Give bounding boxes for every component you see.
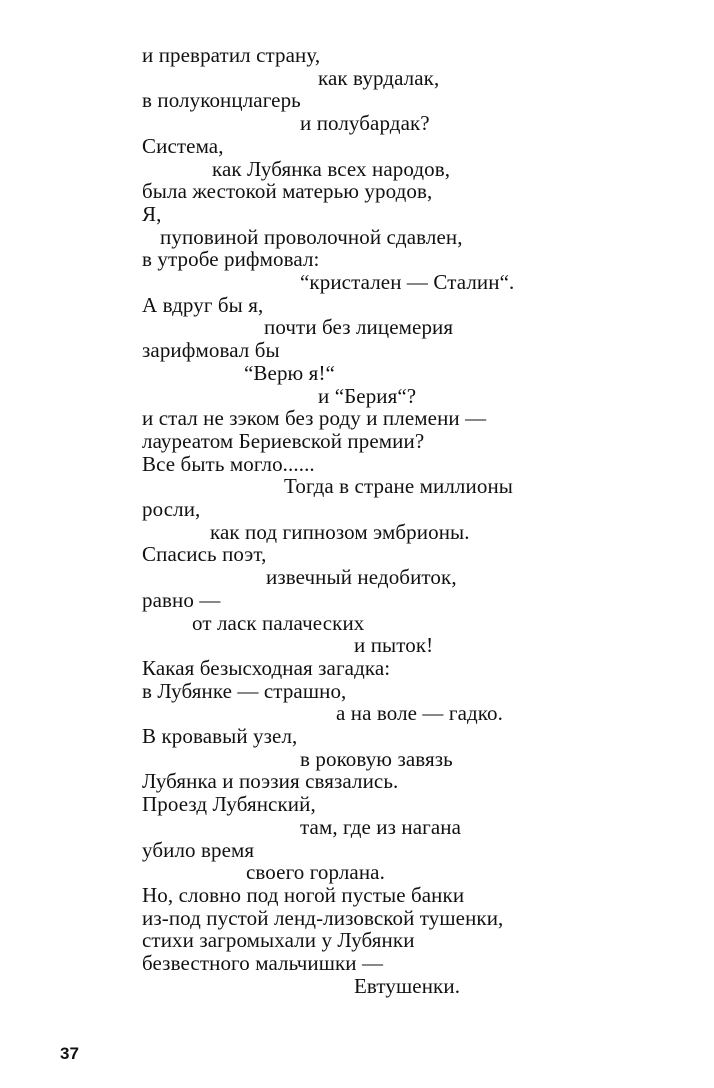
poem-line: там, где из нагана xyxy=(300,814,462,839)
poem-line: а на воле — гадко. xyxy=(336,701,503,726)
poem-line: В кровавый узел, xyxy=(142,724,298,748)
poem-line: своего горлана. xyxy=(246,860,385,885)
poem-line: и пыток! xyxy=(354,633,434,658)
poem-line: “Верю я!“ xyxy=(244,360,335,385)
poem-line: из-под пустой ленд-лизовской тушенки, xyxy=(142,905,504,930)
poem-line: А вдруг бы я, xyxy=(142,292,264,317)
page-number: 37 xyxy=(60,1044,79,1063)
poem-line: в утробе рифмовал: xyxy=(142,247,320,272)
poem-line: Евтушенки. xyxy=(354,973,461,998)
poem-line: Лубянка и поэзия связались. xyxy=(142,769,399,794)
poem-line: Но, словно под ногой пустые банки xyxy=(142,882,465,907)
poem-line: “кристален — Сталин“. xyxy=(300,270,515,294)
poem-line: Все быть могло...... xyxy=(142,451,315,476)
poem-line: убило время xyxy=(142,837,255,862)
poem-line: Спасись поэт, xyxy=(142,542,267,567)
poem-line: извечный недобиток, xyxy=(266,565,457,590)
poem-line: и превратил страну, xyxy=(142,43,321,67)
poem-line: и стал не зэком без роду и племени — xyxy=(142,406,487,431)
poem-line: как под гипнозом эмбрионы. xyxy=(210,519,470,544)
poem-line: была жестокой матерью уродов, xyxy=(142,179,433,204)
poem-line: Какая безысходная загадка: xyxy=(142,655,391,680)
poem-line: Тогда в стране миллионы xyxy=(284,474,513,499)
poem-line: как вурдалак, xyxy=(318,65,440,90)
poem-line: и “Берия“? xyxy=(318,383,417,408)
poem-line: Я, xyxy=(142,201,162,226)
poem-line: лауреатом Бериевской премии? xyxy=(142,428,425,453)
poem-line: Проезд Лубянский, xyxy=(142,792,316,817)
poem-line: росли, xyxy=(142,497,201,521)
poem-line: Система, xyxy=(142,133,224,158)
poem-line: в роковую завязь xyxy=(300,746,453,771)
poem-line: пуповиной проволочной сдавлен, xyxy=(160,224,463,249)
poem-line: равно — xyxy=(142,587,221,612)
poem-line: и полубардак? xyxy=(300,111,430,136)
poem-line: в полуконцлагерь xyxy=(142,88,301,113)
poem-line: стихи загромыхали у Лубянки xyxy=(142,928,415,953)
poem-line: от ласк палаческих xyxy=(192,610,365,635)
poem-line: зарифмовал бы xyxy=(142,338,280,363)
poem-line: безвестного мальчишки — xyxy=(142,951,384,975)
poem-line: почти без лицемерия xyxy=(264,315,454,340)
poem-line: как Лубянка всех народов, xyxy=(212,156,451,181)
poem-line: в Лубянке — страшно, xyxy=(142,678,347,703)
